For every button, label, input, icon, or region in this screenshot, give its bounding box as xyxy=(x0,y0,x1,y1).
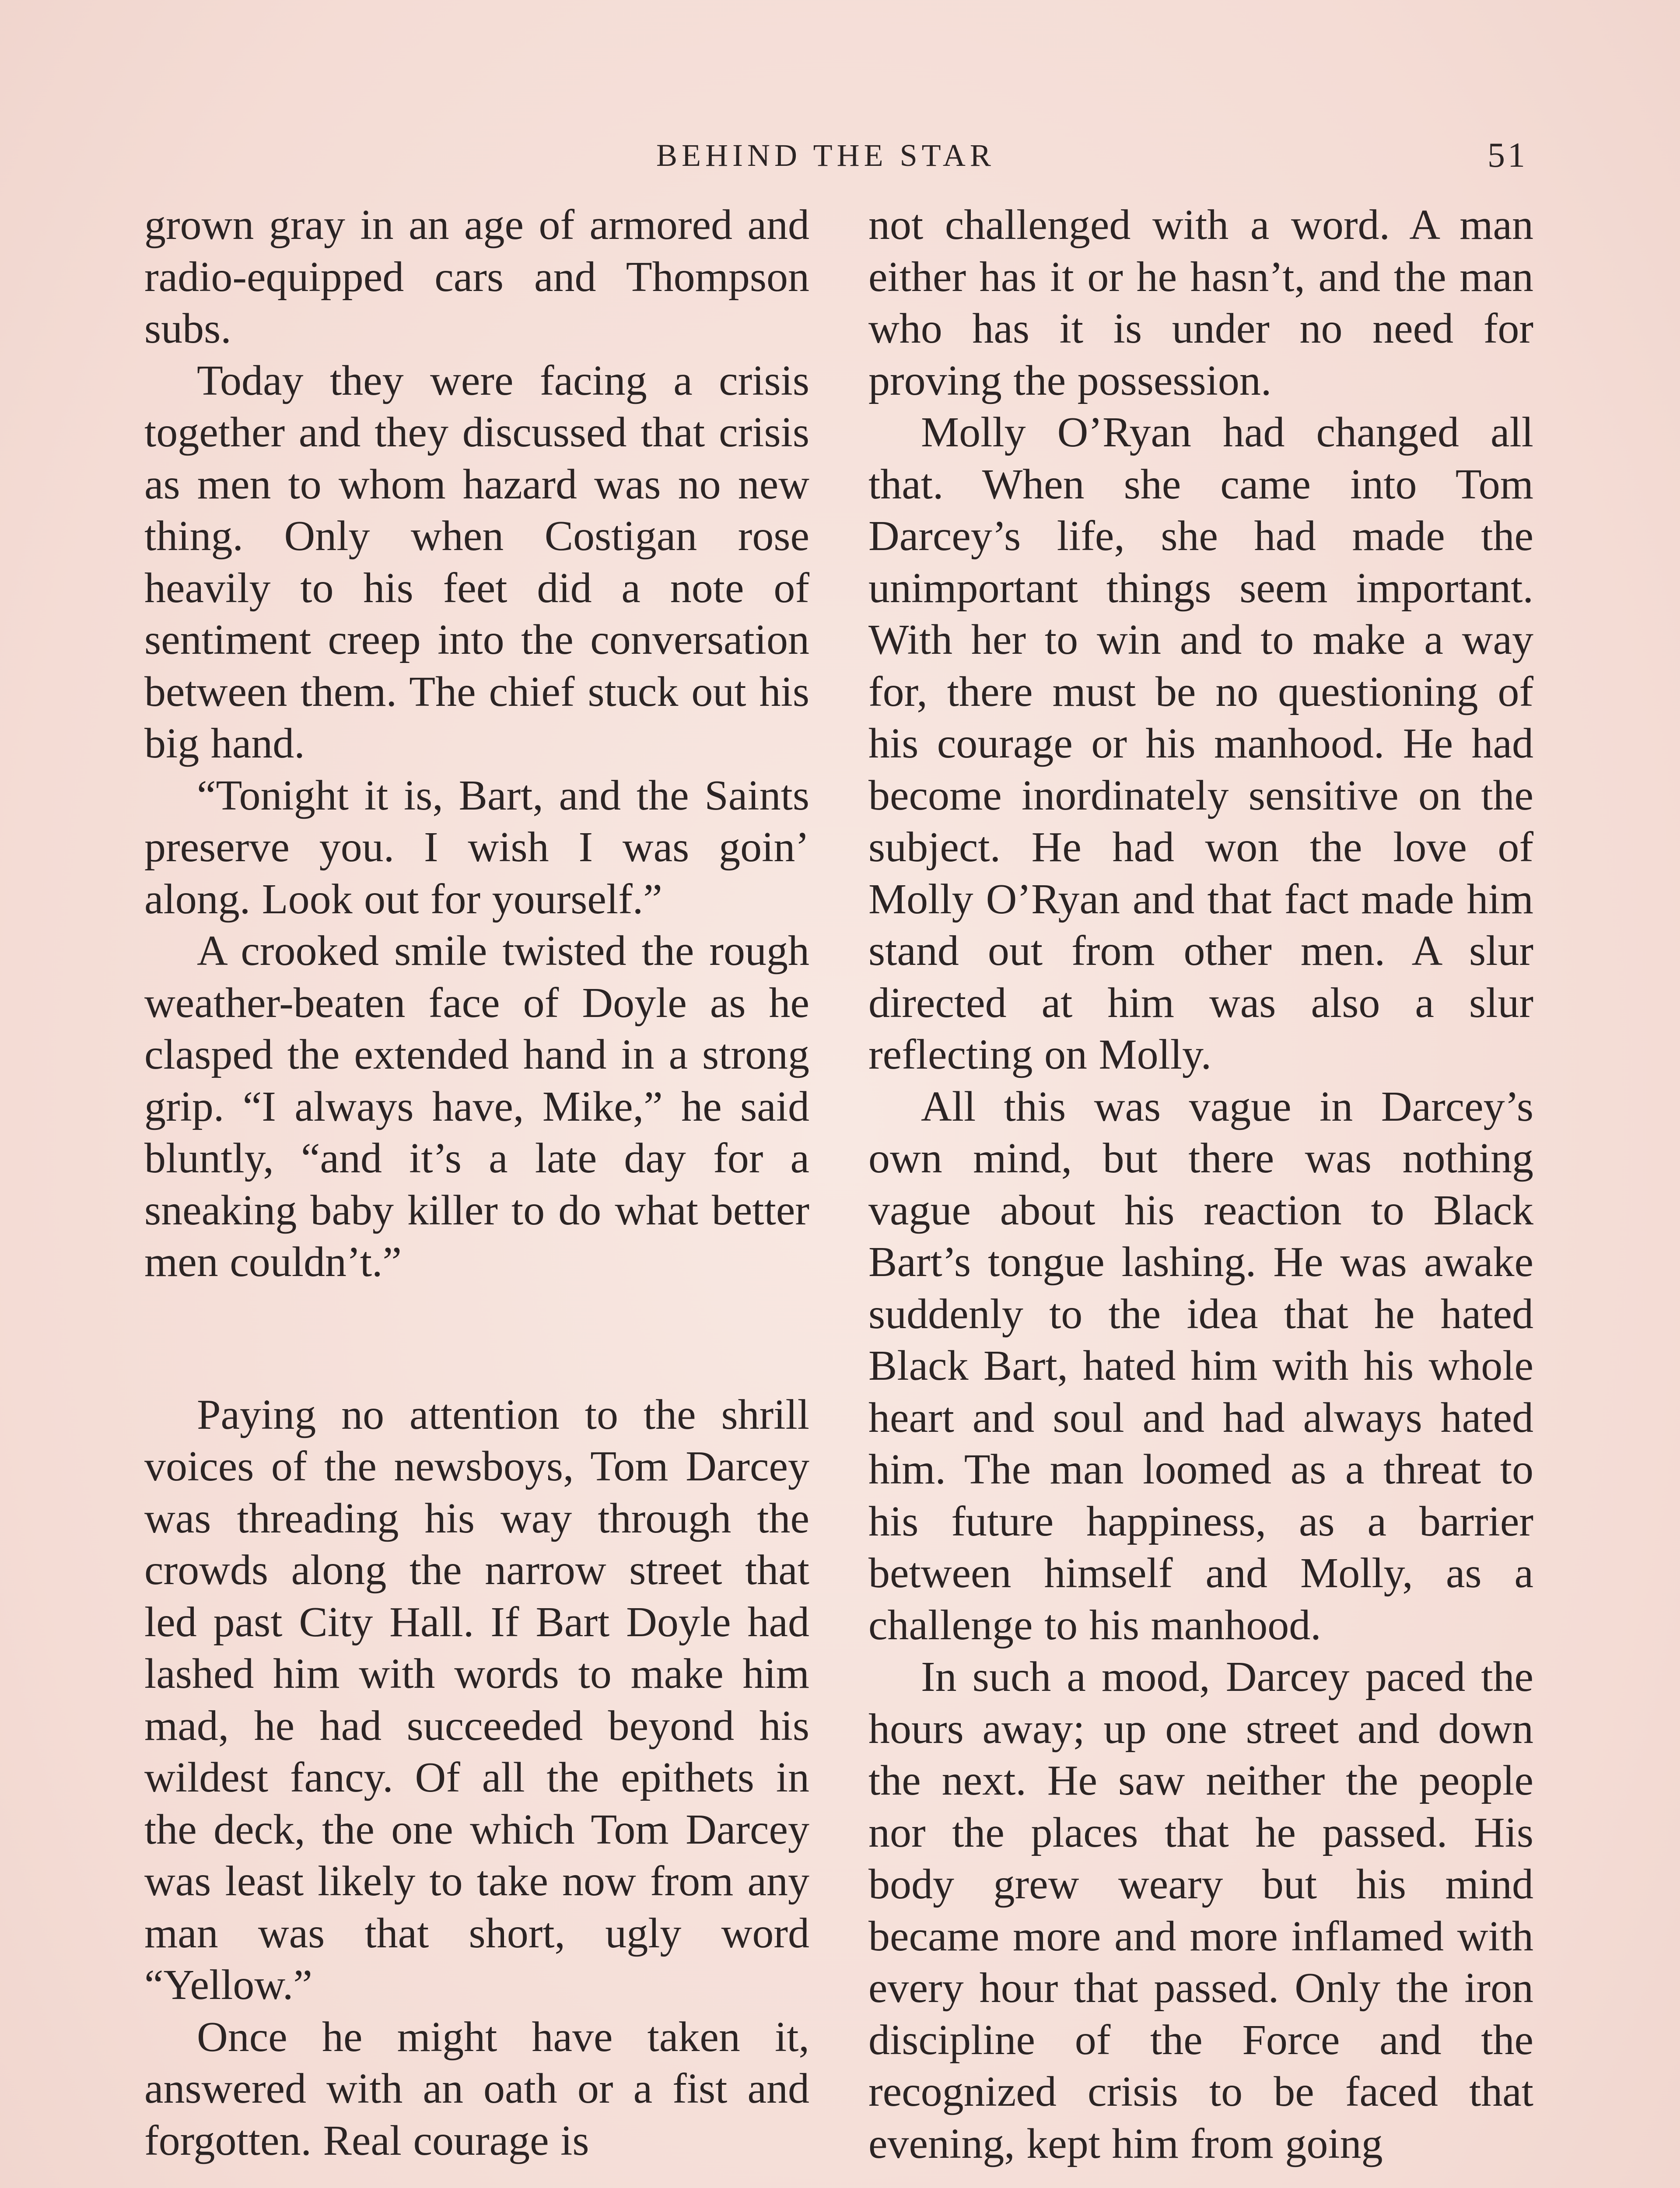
page-number: 51 xyxy=(1488,136,1528,175)
right-column xyxy=(868,199,1533,2170)
paragraph: In such a mood, Darcey paced the hours away; up one street and down the next. He saw neither the people nor the places that he passed. His body grew weary but his mind became more and more inflamed with every hour that passed. Only the iron discipline of the Force and the recognized crisis to be faced that evening, kept him from going xyxy=(868,1653,1533,2167)
running-title: BEHIND THE STAR xyxy=(656,138,995,173)
paragraph: Molly O’Ryan had changed all that. When she came into Tom Darcey’s life, she had made the unimportant things seem important. With her to win and to make a way for, there must be no questioning of his courage or his manhood. He had become inordinately sensitive on the subject. He had won the love of Molly O’Ryan and that fact made him stand out from other men. A slur directed at him was also a slur reflecting on Molly. xyxy=(868,409,1533,1078)
paragraph: Today they were facing a crisis together and they discussed that crisis as men to whom hazard was no new thing. Only when Costigan rose heavily to his feet did a note of sentiment creep into the conversation between them. The chief stuck out his big hand. xyxy=(144,357,809,767)
section-break xyxy=(144,1288,809,1389)
paragraph: Paying no attention to the shrill voices of the newsboys, Tom Darcey was threading his way through the crowds along the narrow street that led past City Hall. If Bart Doyle had lashed him with words to make him mad, he had succeeded beyond his wildest fancy. Of all the epithets in the deck, the one which Tom Darcey was least likely to take now from any man was that short, ugly word “Yellow.” xyxy=(144,1391,809,2009)
paragraph: grown gray in an age of armored and radio-equipped cars and Thompson subs. xyxy=(144,201,809,352)
paragraph: “Tonight it is, Bart, and the Saints preserve you. I wish I was goin’ along. Look out for yourself.” xyxy=(144,771,809,923)
paragraph: A crooked smile twisted the rough weather-beaten face of Doyle as he clasped the extended hand in a strong grip. “I always have, Mike,” he said bluntly, “and it’s a late day for a sneaking baby killer to do what better men couldn’t.” xyxy=(144,927,809,1286)
paragraph: not challenged with a word. A man either has it or he hasn’t, and the man who has it is under no need for proving the possession. xyxy=(868,201,1533,404)
running-head xyxy=(0,131,1680,179)
left-column xyxy=(144,199,809,2167)
paragraph: All this was vague in Darcey’s own mind, but there was nothing vague about his reaction to Black Bart’s tongue lashing. He was awake suddenly to the idea that he hated Black Bart, hated him with his whole heart and soul and had always hated him. The man loomed as a threat to his future happiness, as a barrier between himself and Molly, as a challenge to his manhood. xyxy=(868,1083,1533,1649)
paragraph: Once he might have taken it, answered with an oath or a fist and forgotten. Real courage is xyxy=(144,2013,809,2164)
